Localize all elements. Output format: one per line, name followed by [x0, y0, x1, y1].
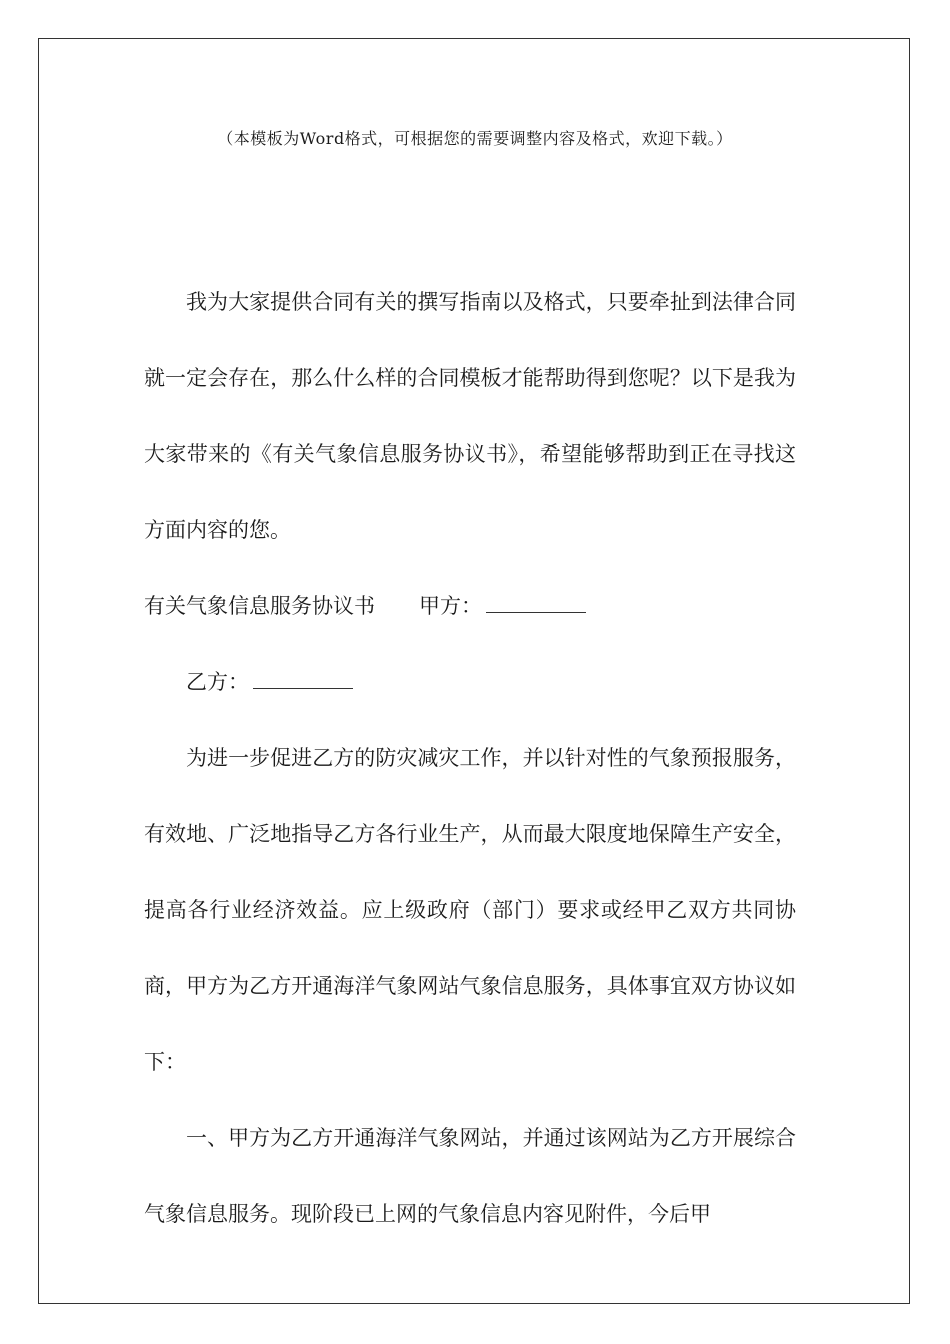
intro-paragraph: 我为大家提供合同有关的撰写指南以及格式，只要牵扯到法律合同就一定会存在，那么什么样的合同模板才能帮助得到您呢？以下是我为大家带来的《有关气象信息服务协议书》，希望能够帮助到正在寻找这方面内容的您。 [144, 290, 796, 542]
title-party-a-line [144, 568, 796, 644]
party-a-label: 甲方： [419, 594, 482, 618]
party-b-line [144, 644, 796, 720]
template-header-note: （本模板为Word格式，可根据您的需要调整内容及格式，欢迎下载。） [217, 129, 733, 148]
party-b-blank[interactable] [253, 668, 353, 689]
agreement-title: 有关气象信息服务协议书 [144, 594, 375, 618]
clause-1-paragraph: 一、甲方为乙方开通海洋气象网站，并通过该网站为乙方开展综合气象信息服务。现阶段已上网的气象信息内容见附件，今后甲 [144, 1126, 796, 1226]
party-b-label: 乙方： [186, 670, 249, 694]
preamble-paragraph: 为进一步促进乙方的防灾减灾工作，并以针对性的气象预报服务，有效地、广泛地指导乙方各行业生产，从而最大限度地保障生产安全，提高各行业经济效益。应上级政府（部门）要求或经甲乙双方共同协商，甲方为乙方开通海洋气象网站气象信息服务，具体事宜双方协议如下： [144, 746, 796, 1074]
document-body [144, 264, 796, 1252]
party-a-blank[interactable] [486, 592, 586, 613]
